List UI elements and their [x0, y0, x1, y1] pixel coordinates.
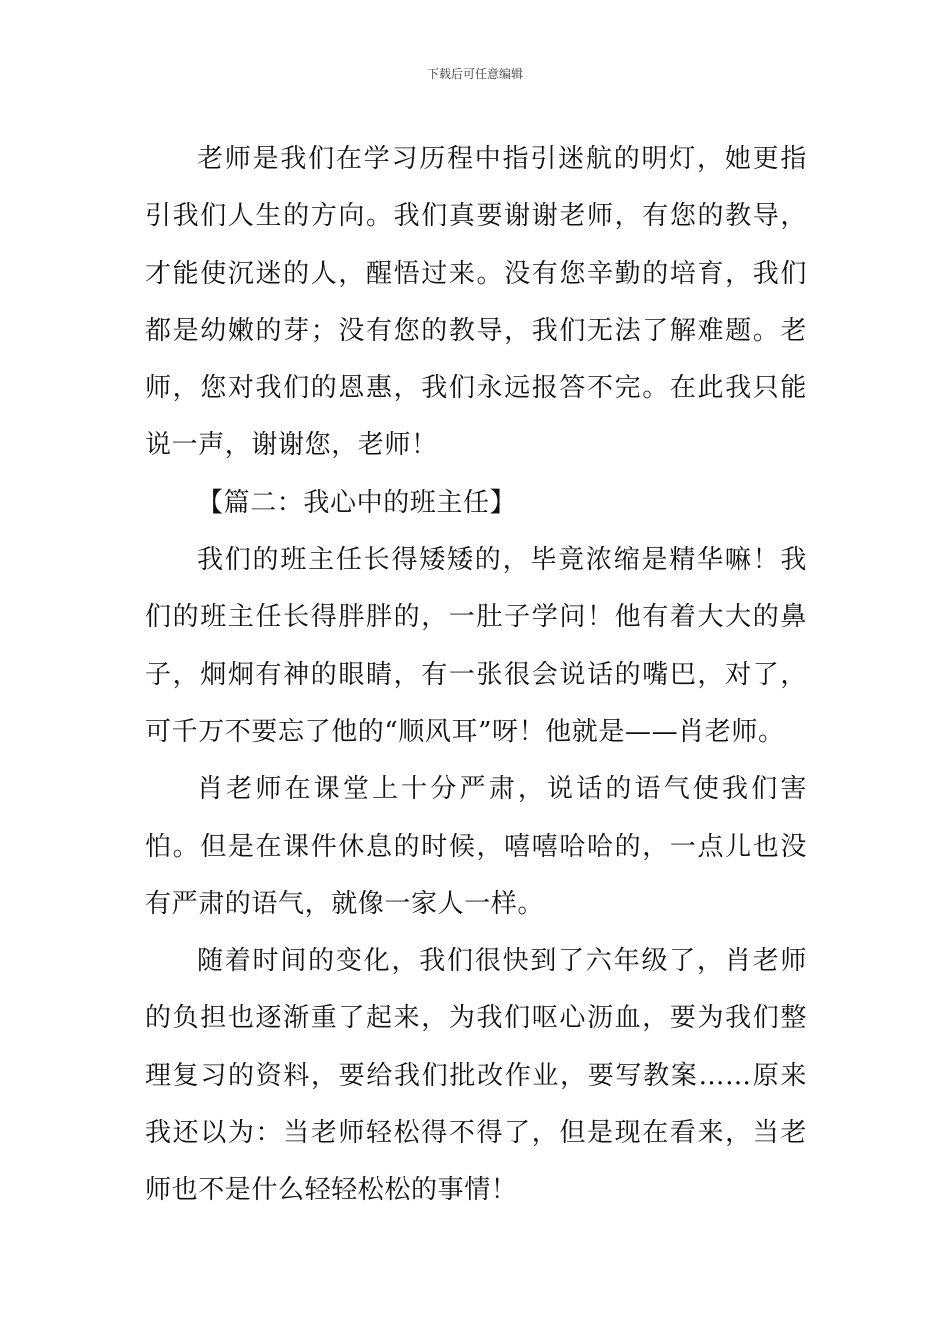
paragraph-teacher-appearance: 我们的班主任长得矮矮的，毕竟浓缩是精华嘛！我们的班主任长得胖胖的，一肚子学问！他有着大大的鼻子，炯炯有神的眼睛，有一张很会说话的嘴巴，对了，可千万不要忘了他的“顺风耳”呀！他就是——肖老师。	[145, 545, 807, 747]
paragraph-thanks-teacher: 老师是我们在学习历程中指引迷航的明灯，她更指引我们人生的方向。我们真要谢谢老师，有您的教导，才能使沉迷的人，醒悟过来。没有您辛勤的培育，我们都是幼嫩的芽；没有您的教导，我们无法了解难题。老师，您对我们的恩惠，我们永远报答不完。在此我只能说一声，谢谢您，老师！	[145, 144, 807, 461]
paragraph-teacher-burden: 随着时间的变化，我们很快到了六年级了，肖老师的负担也逐渐重了起来，为我们呕心沥血，要为我们整理复习的资料，要给我们批改作业，要写教案……原来我还以为：当老师轻松得不得了，但是现在看来，当老师也不是什么轻轻松松的事情！	[145, 946, 807, 1206]
section-title: 【篇二：我心中的班主任】	[197, 487, 517, 518]
paragraph-teacher-classroom: 肖老师在课堂上十分严肃，说话的语气使我们害怕。但是在课件休息的时候，嘻嘻哈哈的，一点儿也没有严肃的语气，就像一家人一样。	[145, 774, 807, 919]
document-body	[145, 131, 807, 1220]
header-note: 下载后可任意编辑	[426, 67, 523, 81]
